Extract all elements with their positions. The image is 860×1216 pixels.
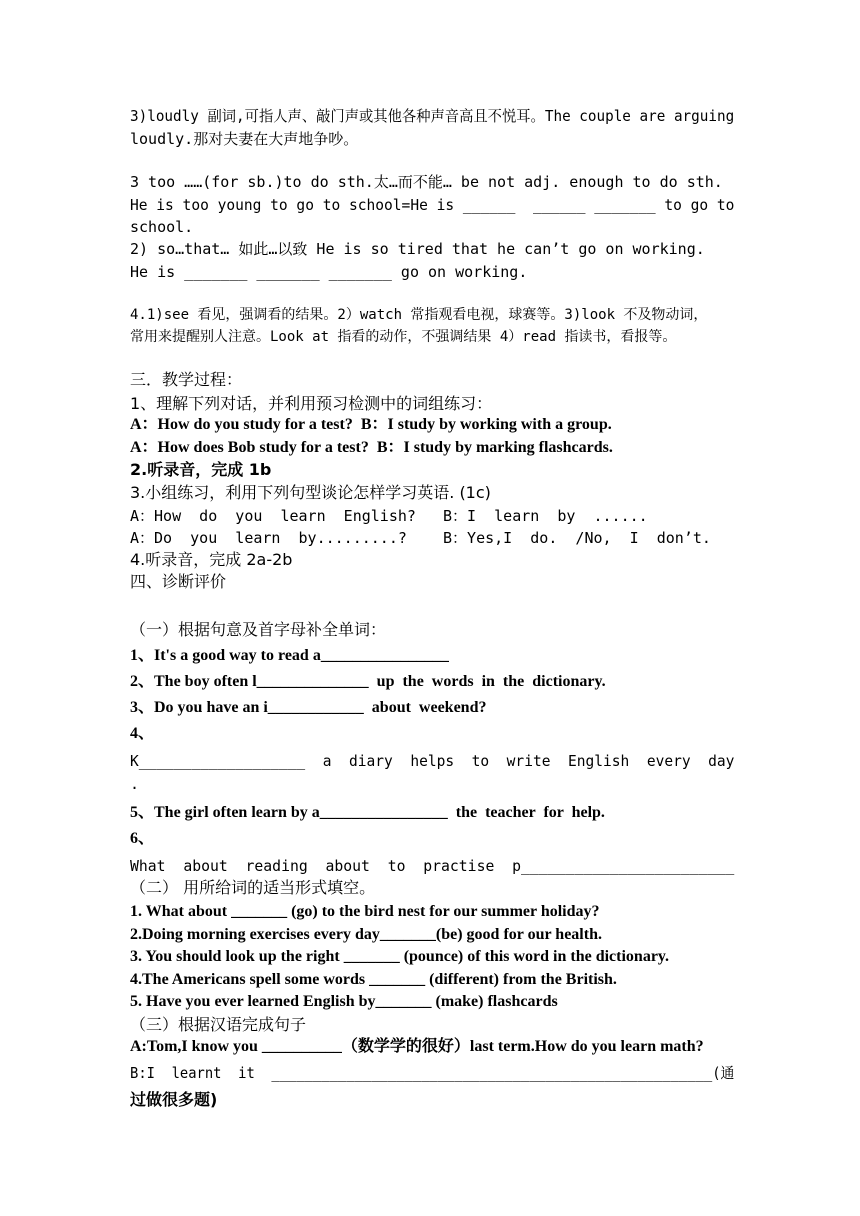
exercise-1-4-period: . bbox=[130, 775, 140, 793]
exercise-3-b-line1: B:I learnt it _____________________________________________________(通 bbox=[130, 1064, 735, 1082]
exercise-2-3: 3. You should look up the right _______ (pounce) of this word in the dictionary. bbox=[130, 948, 670, 965]
note-see-watch-line2: 常用来提醒别人注意。Look at 指看的动作，不强调结果 4）read 指读书，看报等。 bbox=[130, 329, 677, 345]
exercise-3-a: A:Tom,I know you __________（数学学的很好）last term.How do you learn math? bbox=[130, 1038, 704, 1055]
exercise-3-b-line2: 过做很多题) bbox=[130, 1090, 218, 1109]
note-so-that-line2: He is _______ _______ _______ go on working. bbox=[130, 263, 528, 281]
note-so-that-line1: 2) so…that… 如此…以致 He is so tired that he can’t go on working. bbox=[130, 240, 705, 258]
part-1-heading: （一）根据句意及首字母补全单词： bbox=[130, 620, 387, 639]
part-2-heading: （二） 用所给词的适当形式填空。 bbox=[130, 878, 376, 897]
part-3-heading: （三）根据汉语完成句子 bbox=[130, 1015, 307, 1034]
exercise-2-5: 5. Have you ever learned English by_______ (make) flashcards bbox=[130, 993, 558, 1010]
exercise-2-4: 4.The Americans spell some words _______ (different) from the British. bbox=[130, 971, 617, 988]
note-too-line1: 3 too ……(for sb.)to do sth.太…而不能… be not adj. enough to do sth. bbox=[130, 173, 723, 191]
pattern-line-1: A：How do you learn English? B：I learn by ...... bbox=[130, 507, 648, 525]
section-heading-evaluation: 四、诊断评价 bbox=[130, 572, 227, 591]
dialogue-line-2: A：How does Bob study for a test? B：I study by marking flashcards. bbox=[130, 439, 613, 456]
exercise-1-4-number: 4、 bbox=[130, 725, 155, 742]
step-3-instruction: 3.小组练习，利用下列句型谈论怎样学习英语. (1c) bbox=[130, 483, 491, 502]
exercise-2-2: 2.Doing morning exercises every day_______(be) good for our health. bbox=[130, 926, 602, 943]
note-loudly-line2: loudly.那对夫妻在大声地争吵。 bbox=[130, 130, 359, 148]
step-2-instruction: 2.听录音，完成 1b bbox=[130, 460, 272, 479]
step-1-instruction: 1、理解下列对话，并利用预习检测中的词组练习： bbox=[130, 394, 493, 413]
pattern-line-2: A：Do you learn by.........? B：Yes,I do. /No, I don’t. bbox=[130, 529, 711, 547]
section-heading-teaching-process: 三．教学过程： bbox=[130, 370, 243, 389]
note-too-line3: school. bbox=[130, 218, 194, 236]
dialogue-line-1: A：How do you study for a test? B：I study by working with a group. bbox=[130, 416, 612, 433]
exercise-1-2: 2、The boy often l______________ up the words in the dictionary. bbox=[130, 673, 606, 690]
step-4-instruction: 4.听录音，完成 2a-2b bbox=[130, 550, 293, 569]
note-see-watch-line1: 4.1)see 看见，强调看的结果。2）watch 常指观看电视，球赛等。3)look 不及物动词， bbox=[130, 307, 708, 323]
exercise-2-1: 1. What about _______ (go) to the bird nest for our summer holiday? bbox=[130, 903, 600, 920]
exercise-1-4-text: K___________________ a diary helps to write English every day bbox=[130, 752, 735, 770]
note-too-line2: He is too young to go to school=He is ______ ______ _______ to go to bbox=[130, 196, 735, 214]
exercise-1-1: 1、It's a good way to read a________________ bbox=[130, 647, 449, 664]
exercise-1-5: 5、The girl often learn by a________________ the teacher for help. bbox=[130, 804, 605, 821]
exercise-1-6-number: 6、 bbox=[130, 830, 155, 847]
note-loudly-line1: 3)loudly 副词,可指人声、敲门声或其他各种声音高且不悦耳。The couple are arguing bbox=[130, 107, 735, 125]
exercise-1-6-text: What about reading about to practise p________________________ bbox=[130, 857, 735, 875]
exercise-1-3: 3、Do you have an i____________ about weekend? bbox=[130, 699, 487, 716]
